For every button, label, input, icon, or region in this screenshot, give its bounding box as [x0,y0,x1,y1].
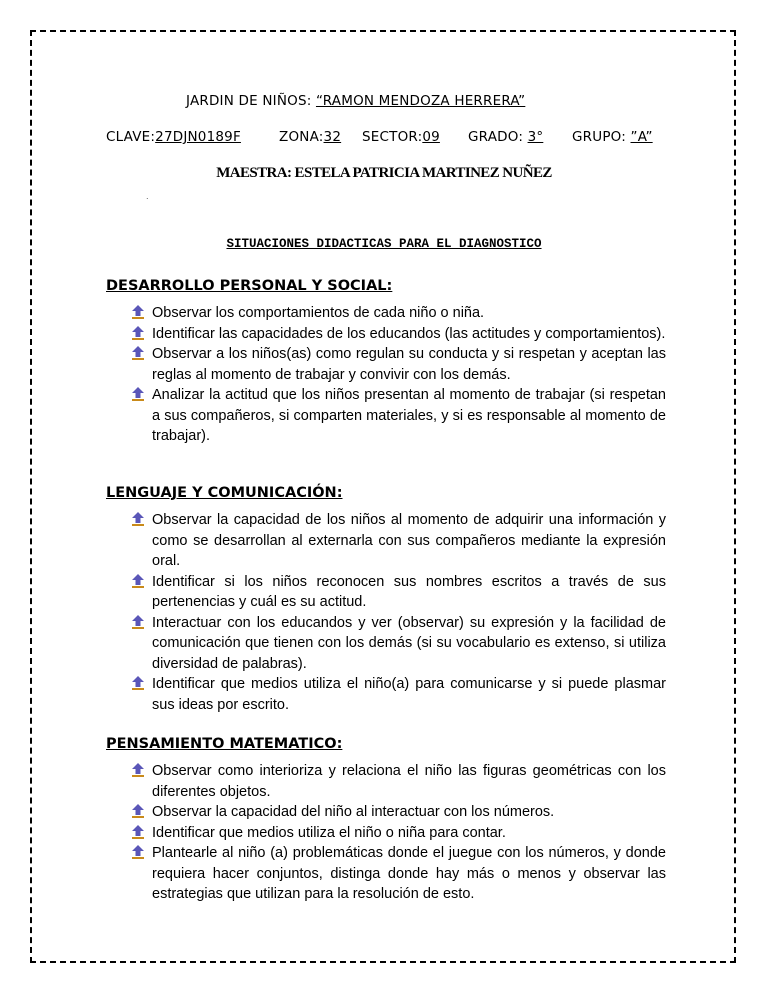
list-item: Analizar la actitud que los niños presentan al momento de trabajar (si respetan a sus compañeros, si comparten materiales, y si es responsable al momento de trabajar). [106,385,666,447]
bullet-arrow-icon [132,676,144,690]
grado-value: 3° [527,129,544,145]
clave-value: 27DJN0189F [155,129,241,145]
maestra-line: MAESTRA: ESTELA PATRICIA MARTINEZ NUÑEZ [216,165,552,181]
bullet-arrow-icon [132,845,144,859]
section-title: LENGUAJE Y COMUNICACIÓN: [106,485,343,501]
grado-field: GRADO: 3° [468,129,544,145]
grupo-field: GRUPO: ”A” [572,129,653,145]
bullet-arrow-icon [132,346,144,360]
bullet-arrow-icon [132,763,144,777]
list-item: Observar la capacidad del niño al interactuar con los números. [106,802,666,823]
section-desarrollo-personal-social [106,276,666,447]
bullet-arrow-icon [132,512,144,526]
list-item: Identificar que medios utiliza el niño(a) para comunicarse y si puede plasmar sus ideas por escrito. [106,674,666,715]
document-subtitle: SITUACIONES DIDACTICAS PARA EL DIAGNOSTICO [226,237,542,251]
section-lenguaje-comunicacion [106,483,666,715]
bullet-arrow-icon [132,804,144,818]
school-prefix: JARDIN DE NIÑOS: [186,93,316,109]
list-item: Interactuar con los educandos y ver (observar) su expresión y la facilidad de comunicación que tienen con los demás (si su vocabulario es extenso, si utiliza diversidad de palabras). [106,613,666,675]
list-item: Observar los comportamientos de cada niño o niña. [106,303,666,324]
list-item: Observar la capacidad de los niños al momento de adquirir una información y como se desarrollan al externarla con sus compañeros mediante la expresión oral. [106,510,666,572]
list-item: Plantearle al niño (a) problemáticas donde el juegue con los números, y donde requiera hacer conjuntos, distinga donde hay más o menos y observar las estrategias que utilizan para la resolución de esto. [106,843,666,905]
list-item: Identificar las capacidades de los educandos (las actitudes y comportamientos). [106,324,666,345]
stray-dot: . [146,192,149,201]
section-pensamiento-matematico [106,734,666,905]
list-item: Identificar que medios utiliza el niño o niña para contar. [106,823,666,844]
bullet-arrow-icon [132,615,144,629]
bullet-arrow-icon [132,574,144,588]
bullet-arrow-icon [132,387,144,401]
bullet-arrow-icon [132,326,144,340]
list-item: Observar a los niños(as) como regulan su conducta y si respetan y aceptan las reglas al momento de trabajar y convivir con los demás. [106,344,666,385]
bullet-arrow-icon [132,825,144,839]
bullet-arrow-icon [132,305,144,319]
list-item: Observar como interioriza y relaciona el niño las figuras geométricas con los diferentes objetos. [106,761,666,802]
zona-value: 32 [323,129,342,145]
clave-field: CLAVE:27DJN0189F [106,129,241,145]
section-title: DESARROLLO PERSONAL Y SOCIAL: [106,278,393,294]
section-title: PENSAMIENTO MATEMATICO: [106,736,343,752]
school-name: “RAMON MENDOZA HERRERA” [315,93,526,109]
sector-field: SECTOR:09 [362,129,440,145]
sector-value: 09 [422,129,440,145]
zona-field: ZONA:32 [279,129,342,145]
list-item: Identificar si los niños reconocen sus nombres escritos a través de sus pertenencias y cuál es su actitud. [106,572,666,613]
grupo-value: ”A” [630,129,653,145]
school-line [186,93,525,109]
